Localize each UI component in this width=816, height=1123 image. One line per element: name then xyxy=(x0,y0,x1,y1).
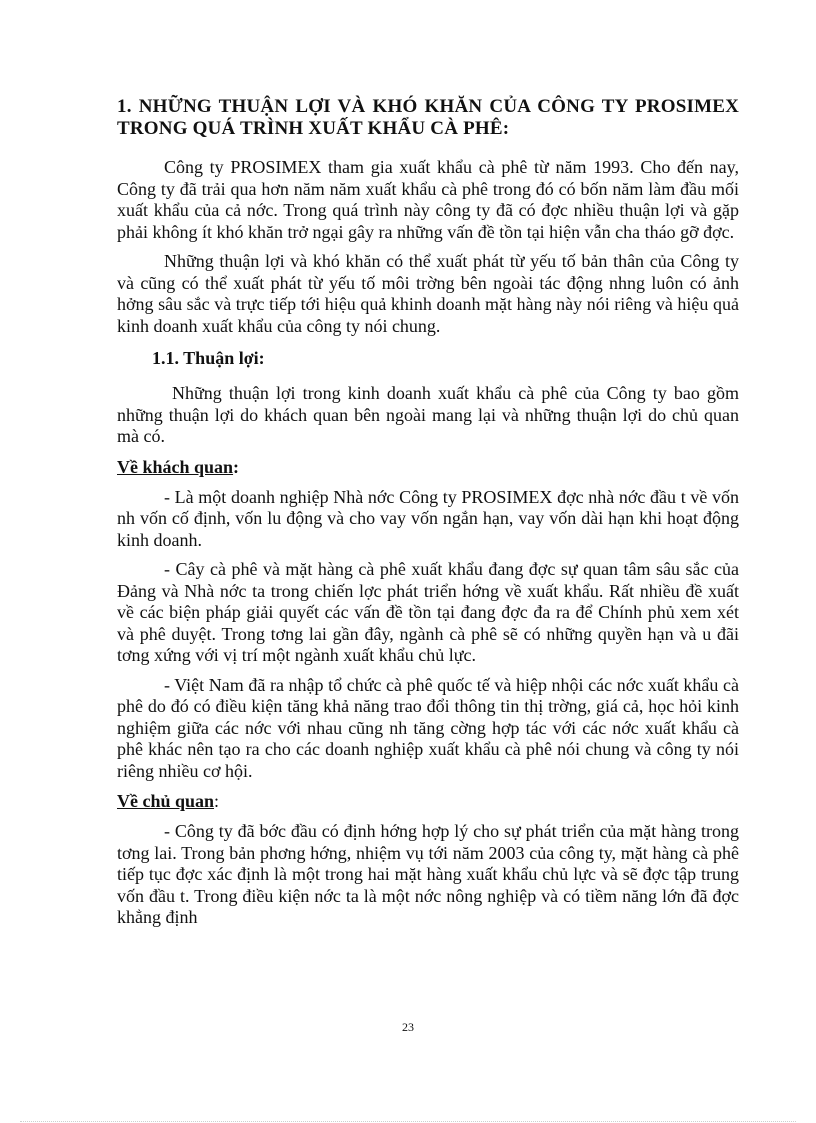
objective-label-colon: : xyxy=(233,456,240,477)
intro-paragraph-2: Những thuận lợi và khó khăn có thể xuất phát từ yếu tố bản thân của Công ty và cũng có thể xuất phát từ yếu tố môi trờng bên ngoài tác động nhng luôn có ảnh hởng sâu sắc và trực tiếp tới hiệu quả khinh doanh mặt hàng này nói riêng và hiệu quả kinh doanh xuất khẩu của công ty nói chung. xyxy=(117,251,739,336)
objective-item-2: - Cây cà phê và mặt hàng cà phê xuất khẩu đang đợc sự quan tâm sâu sắc của Đảng và Nhà nớc ta trong chiến lợc phát triển hớng về xuất khẩu. Rất nhiều đề xuất về các biện pháp giải quyết các vấn đề tồn tại đang đợc đa ra để Chính phủ xem xét và phê duyệt. Trong tơng lai gần đây, ngành cà phê sẽ có những quyền hạn và u đãi tơng xứng với vị trí một ngành xuất khẩu chủ lực. xyxy=(117,559,739,665)
page-bottom-divider xyxy=(20,1121,796,1122)
subsection-heading-advantages: 1.1. Thuận lợi: xyxy=(152,348,265,368)
objective-label-text: Về khách quan xyxy=(117,456,234,477)
section-heading: 1. NHỮNG THUẬN LỢI VÀ KHÓ KHĂN CỦA CÔNG TY PROSIMEX TRONG QUÁ TRÌNH XUẤT KHẨU CÀ PHÊ: xyxy=(117,96,739,139)
intro-paragraph-1: Công ty PROSIMEX tham gia xuất khẩu cà phê từ năm 1993. Cho đến nay, Công ty đã trải qua hơn năm năm xuất khẩu cà phê trong đó có bốn năm làm đầu mối xuất khẩu của cả nớc. Trong quá trình này công ty đã có đợc nhiều thuận lợi và gặp phải không ít khó khăn trở ngại gây ra những vấn đề tồn tại hiện vẫn cha tháo gỡ đợc. xyxy=(117,157,739,242)
objective-item-3: - Việt Nam đã ra nhập tổ chức cà phê quốc tế và hiệp nhội các nớc xuất khẩu cà phê do đó có điều kiện tăng khả năng trao đổi thông tin thị trờng, giá cả, học hỏi kinh nghiệm giữa các nớc với nhau cũng nh tăng cờng hợp tác với các nớc xuất khẩu cà phê khác nên tạo ra cho các doanh nghiệp xuất khẩu cà phê nói chung và công ty nói riêng nhiều cơ hội. xyxy=(117,674,739,781)
objective-section-label xyxy=(117,456,739,478)
subjective-section-label xyxy=(117,790,739,812)
page-number: 23 xyxy=(402,1020,414,1034)
objective-item-1: - Là một doanh nghiệp Nhà nớc Công ty PROSIMEX đợc nhà nớc đầu t về vốn nh vốn cố định, vốn lu động và cho vay vốn ngắn hạn, vay vốn dài hạn khi hoạt động kinh doanh. xyxy=(117,486,739,550)
subjective-item-1: - Công ty đã bớc đầu có định hớng hợp lý cho sự phát triển của mặt hàng trong tơng lai. Trong bản phơng hớng, nhiệm vụ tới năm 2003 của công ty, mặt hàng cà phê tiếp tục đợc xác định là một trong hai mặt hàng xuất khẩu chủ lực và sẽ đợc tập trung vốn đầu t. Trong điều kiện nớc ta là một nớc nông nghiệp và có tiềm năng lớn đã đợc khẳng định xyxy=(117,821,739,927)
advantages-intro-paragraph: Những thuận lợi trong kinh doanh xuất khẩu cà phê của Công ty bao gồm những thuận lợi do khách quan bên ngoài mang lại và những thuận lợi do chủ quan mà có. xyxy=(117,383,739,446)
subjective-label-colon: : xyxy=(214,791,220,811)
subjective-label-text: Về chủ quan xyxy=(117,791,215,811)
